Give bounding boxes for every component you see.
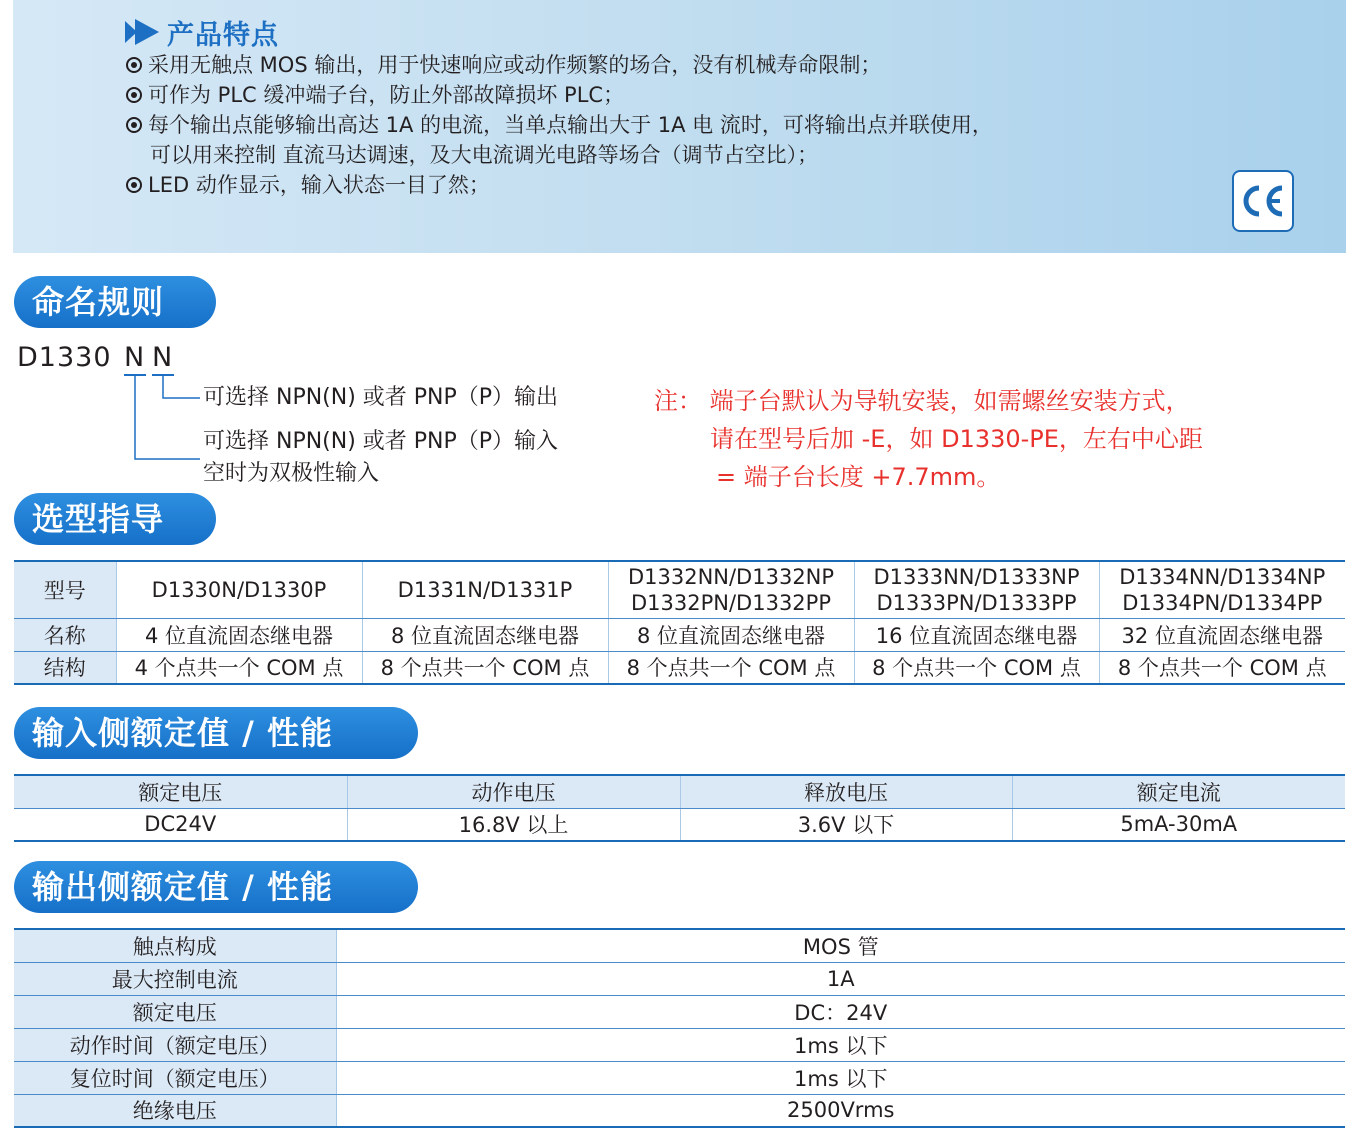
naming-letter-output: N [152,342,173,373]
table-row [14,1094,1345,1127]
naming-input-note: 空时为双极性输入 [203,461,380,486]
row-label-model: 型号 [14,561,116,618]
model-cell [116,561,362,618]
table-row [14,808,1345,841]
table-row [14,618,1345,651]
installation-note [654,382,1203,496]
header-cell: 额定电压 [14,775,347,808]
row-label-structure: 结构 [14,651,116,684]
name-cell: 8 位直流固态继电器 [362,618,608,651]
features-title-text: 产品特点 [167,19,279,51]
table-row [14,651,1345,684]
note-line: = 端子台长度 +7.7mm。 [716,463,1001,491]
structure-cell: 8 个点共一个 COM 点 [1099,651,1345,684]
note-line: 注： 端子台默认为导轨安装，如需螺丝安装方式， [654,387,1190,415]
feature-text: 可以用来控制 直流马达调速，及大电流调光电路等场合（调节占空比）； [150,143,819,167]
header-cell: 释放电压 [680,775,1012,808]
spec-label: 绝缘电压 [14,1094,336,1127]
naming-model-code: D1330 [17,342,112,373]
model-cell [1099,561,1345,618]
table-row [14,995,1345,1028]
model-text: D1331N/D1331P [397,577,573,602]
feature-text: LED 动作显示，输入状态一目了然； [148,173,490,197]
spec-value: 1ms 以下 [336,1028,1345,1061]
structure-cell: 8 个点共一个 COM 点 [854,651,1099,684]
naming-output-desc: 可选择 NPN(N) 或者 PNP（P）输出 [203,385,559,410]
feature-text: 每个输出点能够输出高达 1A 的电流，当单点输出大于 1A 电 流时，可将输出点并联使用， [148,113,993,137]
table-row [14,962,1345,995]
model-text: D1334PN/D1334PP [1122,590,1323,615]
value-cell: 16.8V 以上 [347,808,680,841]
model-text: D1333PN/D1333PP [876,590,1077,615]
spec-value: 2500Vrms [336,1094,1345,1127]
spec-label: 动作时间（额定电压） [14,1028,336,1061]
name-cell: 8 位直流固态继电器 [608,618,854,651]
spec-label: 触点构成 [14,929,336,962]
value-cell: 3.6V 以下 [680,808,1012,841]
table-row [14,1061,1345,1094]
naming-input-desc: 可选择 NPN(N) 或者 PNP（P）输入 [203,429,559,454]
model-text: D1332NN/D1332NP [627,564,835,589]
spec-value: 1A [336,962,1345,995]
naming-rules-heading: 命名规则 [14,276,216,328]
feature-text: 可作为 PLC 缓冲端子台，防止外部故障损坏 PLC； [148,83,625,107]
value-cell: DC24V [14,808,347,841]
input-ratings-heading: 输入侧额定值 / 性能 [14,707,418,759]
header-cell: 动作电压 [347,775,680,808]
spec-value: MOS 管 [336,929,1345,962]
table-row [14,775,1345,808]
structure-cell: 4 个点共一个 COM 点 [116,651,362,684]
structure-cell: 8 个点共一个 COM 点 [362,651,608,684]
structure-cell: 8 个点共一个 COM 点 [608,651,854,684]
spec-label: 最大控制电流 [14,962,336,995]
model-cell [608,561,854,618]
value-cell: 5mA-30mA [1012,808,1345,841]
output-ratings-table [14,928,1345,1128]
input-ratings-table [14,774,1345,842]
model-text: D1332PN/D1332PP [630,590,831,615]
model-cell [362,561,608,618]
header-cell: 额定电流 [1012,775,1345,808]
table-row [14,1028,1345,1061]
selection-table [14,560,1345,685]
note-line: 请在型号后加 -E，如 D1330-PE，左右中心距 [710,425,1203,453]
row-label-name: 名称 [14,618,116,651]
name-cell: 4 位直流固态继电器 [116,618,362,651]
spec-label: 额定电压 [14,995,336,1028]
output-ratings-heading: 输出侧额定值 / 性能 [14,861,418,913]
feature-text: 采用无触点 MOS 输出，用于快速响应或动作频繁的场合，没有机械寿命限制； [148,53,882,77]
model-text: D1334NN/D1334NP [1119,564,1326,589]
spec-label: 复位时间（额定电压） [14,1061,336,1094]
model-cell [854,561,1099,618]
name-cell: 16 位直流固态继电器 [854,618,1099,651]
table-row [14,561,1345,618]
selection-guide-heading: 选型指导 [14,493,216,545]
table-row [14,929,1345,962]
spec-value: DC：24V [336,995,1345,1028]
naming-letter-input: N [124,342,145,373]
model-text: D1330N/D1330P [151,577,327,602]
spec-value: 1ms 以下 [336,1061,1345,1094]
name-cell: 32 位直流固态继电器 [1099,618,1345,651]
model-text: D1333NN/D1333NP [873,564,1080,589]
